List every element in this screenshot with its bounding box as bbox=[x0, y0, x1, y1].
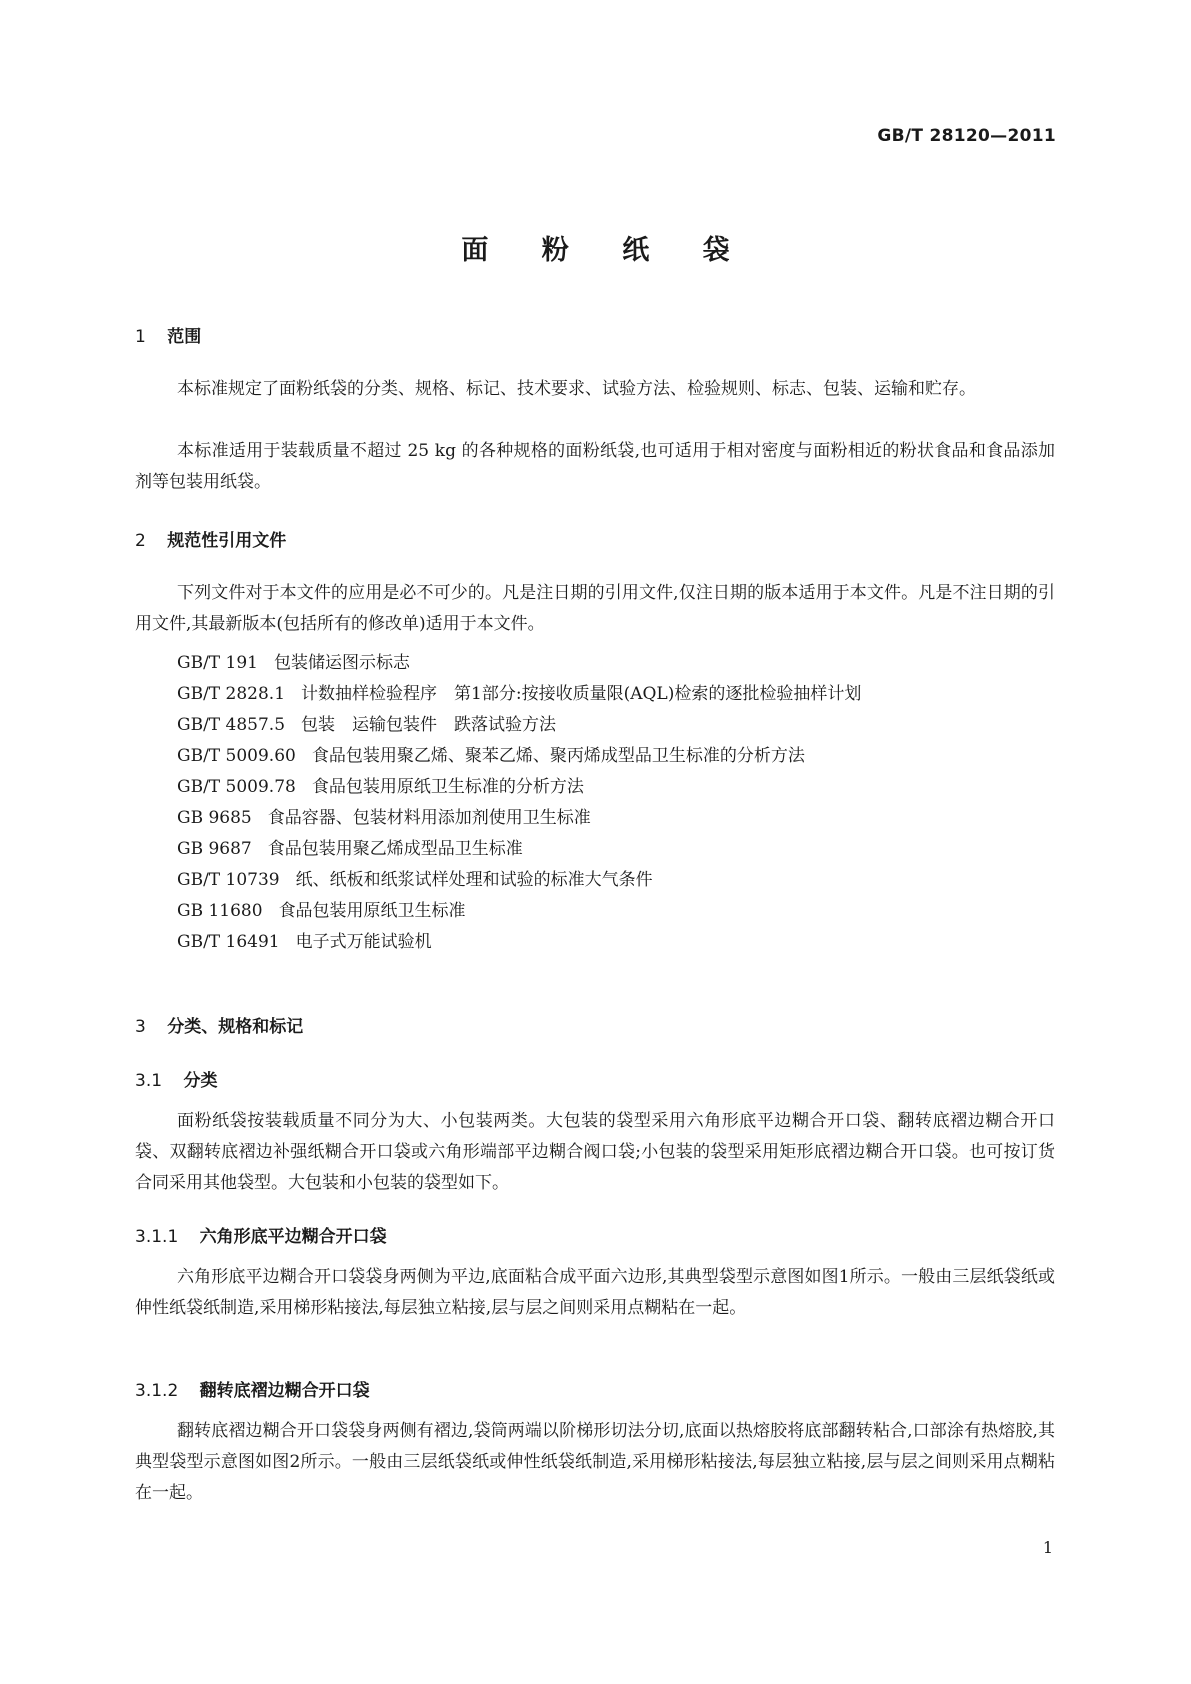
reference-item bbox=[177, 896, 861, 927]
reference-title: 纸、纸板和纸浆试样处理和试验的标准大气条件 bbox=[295, 870, 653, 890]
reference-code: GB/T 10739 bbox=[177, 870, 280, 890]
reference-title: 食品包装用聚乙烯成型品卫生标准 bbox=[267, 839, 523, 859]
references-intro-paragraph: 下列文件对于本文件的应用是必不可少的。凡是注日期的引用文件,仅注日期的版本适用于本文件。凡是不注日期的引用文件,其最新版本(包括所有的修改单)适用于本文件。 bbox=[135, 583, 1055, 634]
section-number: 3.1 bbox=[135, 1071, 163, 1091]
section-1-heading bbox=[135, 322, 201, 347]
reference-title: 包装储运图示标志 bbox=[274, 653, 410, 673]
reference-title: 食品容器、包装材料用添加剂使用卫生标准 bbox=[267, 808, 591, 828]
section-3-heading bbox=[135, 1012, 303, 1037]
reference-code: GB/T 5009.60 bbox=[177, 746, 296, 766]
section-title: 分类 bbox=[183, 1071, 218, 1091]
section-number: 3.1.2 bbox=[135, 1381, 179, 1401]
reference-code: GB/T 191 bbox=[177, 653, 258, 673]
section-3-1-2-heading bbox=[135, 1376, 370, 1401]
reference-code: GB 9687 bbox=[177, 839, 252, 859]
classification-paragraph: 面粉纸袋按装载质量不同分为大、小包装两类。大包装的袋型采用六角形底平边糊合开口袋、翻转底褶边糊合开口袋、双翻转底褶边补强纸糊合开口袋或六角形端部平边糊合阀口袋;小包装的袋型采用矩形底褶边糊合开口袋。也可按订货合同采用其他袋型。大包装和小包装的袋型如下。 bbox=[135, 1111, 1055, 1193]
folded-bottom-bag-paragraph: 翻转底褶边糊合开口袋袋身两侧有褶边,袋筒两端以阶梯形切法分切,底面以热熔胶将底部翻转粘合,口部涂有热熔胶,其典型袋型示意图如图2所示。一般由三层纸袋纸或伸性纸袋纸制造,采用梯形粘接法,每层独立粘接,层与层之间则采用点糊粘在一起。 bbox=[135, 1421, 1055, 1503]
scope-paragraph-2: 本标准适用于装载质量不超过 25 kg 的各种规格的面粉纸袋,也可适用于相对密度与面粉相近的粉状食品和食品添加剂等包装用纸袋。 bbox=[135, 441, 1055, 492]
reference-item bbox=[177, 803, 861, 834]
reference-title: 电子式万能试验机 bbox=[295, 932, 432, 952]
section-number: 3 bbox=[135, 1017, 146, 1037]
section-number: 1 bbox=[135, 327, 146, 347]
reference-title: 计数抽样检验程序 第1部分:按接收质量限(AQL)检索的逐批检验抽样计划 bbox=[301, 684, 862, 704]
reference-code: GB/T 16491 bbox=[177, 932, 280, 952]
reference-list bbox=[177, 648, 861, 958]
reference-title: 食品包装用原纸卫生标准 bbox=[278, 901, 466, 921]
page-number: 1 bbox=[1042, 1538, 1053, 1557]
document-title: 面 粉 纸 袋 bbox=[461, 235, 752, 266]
hexagonal-bag-paragraph: 六角形底平边糊合开口袋袋身两侧为平边,底面粘合成平面六边形,其典型袋型示意图如图1所示。一般由三层纸袋纸或伸性纸袋纸制造,采用梯形粘接法,每层独立粘接,层与层之间则采用点糊粘在一起。 bbox=[135, 1267, 1055, 1318]
scope-paragraph-1: 本标准规定了面粉纸袋的分类、规格、标记、技术要求、试验方法、检验规则、标志、包装、运输和贮存。 bbox=[177, 379, 976, 399]
reference-item bbox=[177, 648, 861, 679]
section-title: 六角形底平边糊合开口袋 bbox=[199, 1227, 387, 1247]
standard-code: GB/T 28120—2011 bbox=[877, 126, 1056, 146]
reference-item bbox=[177, 834, 861, 865]
reference-code: GB/T 2828.1 bbox=[177, 684, 286, 704]
reference-item bbox=[177, 865, 861, 896]
reference-item bbox=[177, 741, 861, 772]
section-title: 规范性引用文件 bbox=[167, 531, 287, 551]
section-3-1-heading bbox=[135, 1066, 217, 1091]
reference-title: 包装 运输包装件 跌落试验方法 bbox=[301, 715, 557, 735]
reference-item bbox=[177, 679, 861, 710]
section-number: 2 bbox=[135, 531, 146, 551]
section-3-1-1-heading bbox=[135, 1222, 387, 1247]
reference-code: GB 11680 bbox=[177, 901, 263, 921]
reference-item bbox=[177, 772, 861, 803]
reference-code: GB/T 4857.5 bbox=[177, 715, 286, 735]
section-title: 范围 bbox=[167, 327, 202, 347]
section-title: 分类、规格和标记 bbox=[167, 1017, 304, 1037]
section-title: 翻转底褶边糊合开口袋 bbox=[199, 1381, 370, 1401]
reference-title: 食品包装用原纸卫生标准的分析方法 bbox=[311, 777, 584, 797]
section-number: 3.1.1 bbox=[135, 1227, 179, 1247]
reference-title: 食品包装用聚乙烯、聚苯乙烯、聚丙烯成型品卫生标准的分析方法 bbox=[311, 746, 805, 766]
reference-code: GB/T 5009.78 bbox=[177, 777, 296, 797]
section-2-heading bbox=[135, 526, 286, 551]
reference-code: GB 9685 bbox=[177, 808, 252, 828]
reference-item bbox=[177, 710, 861, 741]
reference-item bbox=[177, 927, 861, 958]
